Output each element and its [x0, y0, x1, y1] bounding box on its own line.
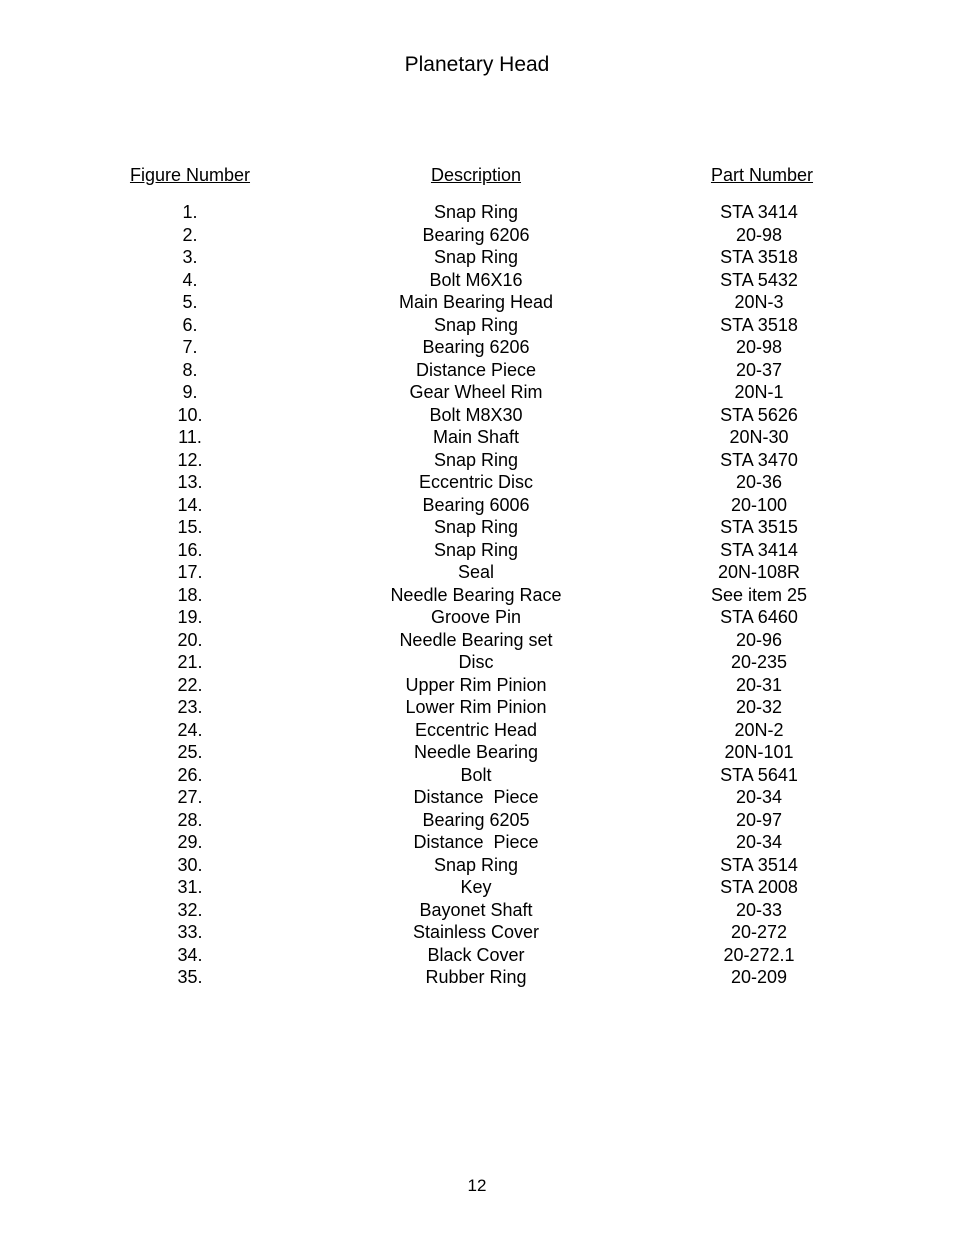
part-number-cell: 20-98	[735, 224, 783, 245]
table-row	[0, 921, 954, 944]
figure-number-cell: 7.	[182, 337, 198, 357]
table-row	[0, 246, 954, 269]
description-cell: Rubber Ring	[425, 967, 527, 987]
table-row	[0, 854, 954, 877]
part-number-cell: 20-272	[730, 922, 788, 942]
figure-number-cell: 13.	[177, 472, 203, 492]
table-header-row	[0, 164, 954, 188]
figure-number-cell: 5.	[182, 292, 198, 312]
figure-number-cell: 23.	[177, 697, 203, 717]
table-row	[0, 876, 954, 899]
table-row	[0, 381, 954, 404]
description-cell: Stainless Cover	[412, 922, 540, 942]
page-number: 12	[467, 1176, 487, 1195]
part-number-cell: 20-32	[735, 697, 783, 717]
part-number-cell: 20-96	[735, 629, 783, 650]
description-cell: Bearing 6206	[422, 224, 530, 245]
table-row	[0, 404, 954, 427]
part-number-cell: 20N-101	[724, 742, 794, 762]
part-number-cell: 20-97	[735, 809, 783, 830]
part-number-cell: STA 3514	[720, 854, 798, 875]
part-number-cell: STA 3518	[720, 247, 798, 267]
part-number-cell: STA 5626	[720, 404, 798, 425]
description-cell: Key	[460, 877, 492, 897]
figure-number-cell: 20.	[177, 629, 203, 650]
figure-number-cell: 11.	[178, 427, 202, 447]
table-row	[0, 359, 954, 382]
description-cell: Bolt M8X30	[429, 404, 523, 425]
figure-number-cell: 27.	[177, 787, 203, 807]
description-cell: Gear Wheel Rim	[409, 382, 543, 402]
description-cell: Eccentric Head	[414, 719, 538, 740]
table-row	[0, 966, 954, 989]
figure-number-cell: 30.	[177, 854, 203, 875]
part-number-cell: 20N-30	[729, 427, 789, 447]
part-number-cell: STA 5432	[720, 269, 798, 290]
table-row	[0, 449, 954, 472]
description-cell: Needle Bearing Race	[390, 584, 562, 605]
description-cell: Bearing 6205	[422, 809, 530, 830]
description-cell: Bearing 6206	[422, 337, 530, 357]
description-cell: Lower Rim Pinion	[405, 697, 547, 717]
figure-number-cell: 19.	[177, 607, 203, 627]
description-cell: Eccentric Disc	[418, 472, 534, 492]
part-number-cell: STA 3414	[720, 539, 798, 560]
description-cell: Upper Rim Pinion	[405, 674, 547, 695]
table-row	[0, 336, 954, 359]
part-number-cell: 20-100	[730, 494, 788, 515]
part-number-cell: 20-37	[735, 359, 783, 380]
description-cell: Distance Piece	[415, 359, 537, 380]
figure-number-cell: 31.	[177, 877, 203, 897]
figure-number-cell: 12.	[177, 449, 203, 470]
figure-number-cell: 32.	[177, 899, 203, 920]
table-row	[0, 764, 954, 787]
table-row	[0, 719, 954, 742]
table-row	[0, 314, 954, 337]
description-cell: Snap Ring	[433, 449, 519, 470]
part-number-cell: 20-36	[735, 472, 783, 492]
part-number-cell: 20-209	[730, 967, 788, 987]
figure-number-cell: 2.	[182, 224, 198, 245]
table-row	[0, 516, 954, 539]
table-body	[0, 201, 954, 989]
description-cell: Disc	[458, 652, 494, 672]
figure-number-cell: 16.	[177, 539, 203, 560]
parts-table	[0, 164, 954, 989]
header-figure-number: Figure Number	[129, 165, 251, 185]
table-row	[0, 944, 954, 967]
table-row	[0, 674, 954, 697]
description-cell: Bolt M6X16	[429, 269, 523, 290]
part-number-cell: STA 3518	[720, 314, 798, 335]
part-number-cell: 20N-1	[734, 382, 784, 402]
description-cell: Black Cover	[427, 944, 525, 965]
description-cell: Main Bearing Head	[398, 292, 554, 312]
part-number-cell: See item 25	[710, 584, 808, 605]
figure-number-cell: 4.	[182, 269, 198, 290]
table-row	[0, 629, 954, 652]
figure-number-cell: 28.	[177, 809, 203, 830]
figure-number-cell: 26.	[177, 764, 203, 785]
figure-number-cell: 21.	[177, 652, 203, 672]
table-row	[0, 786, 954, 809]
header-description: Description	[430, 165, 522, 185]
description-cell: Seal	[457, 562, 495, 582]
figure-number-cell: 1.	[182, 202, 198, 222]
figure-number-cell: 34.	[177, 944, 203, 965]
part-number-cell: STA 2008	[720, 877, 798, 897]
part-number-cell: 20-235	[730, 652, 788, 672]
part-number-cell: 20-98	[735, 337, 783, 357]
description-cell: Needle Bearing	[413, 742, 539, 762]
description-cell: Bearing 6006	[422, 494, 530, 515]
description-cell: Groove Pin	[430, 607, 522, 627]
table-row	[0, 494, 954, 517]
table-row	[0, 291, 954, 314]
description-cell: Snap Ring	[433, 247, 519, 267]
table-row	[0, 741, 954, 764]
table-row	[0, 831, 954, 854]
part-number-cell: 20-34	[735, 787, 783, 807]
table-row	[0, 899, 954, 922]
part-number-cell: 20N-108R	[717, 562, 801, 582]
figure-number-cell: 10.	[177, 404, 203, 425]
figure-number-cell: 29.	[177, 832, 203, 852]
description-cell: Snap Ring	[433, 539, 519, 560]
table-row	[0, 224, 954, 247]
figure-number-cell: 14.	[177, 494, 203, 515]
table-row	[0, 471, 954, 494]
part-number-cell: 20-33	[735, 899, 783, 920]
part-number-cell: 20-31	[735, 674, 783, 695]
figure-number-cell: 25.	[177, 742, 203, 762]
table-row	[0, 426, 954, 449]
part-number-cell: 20-272.1	[723, 944, 795, 965]
figure-number-cell: 9.	[182, 382, 198, 402]
description-cell: Snap Ring	[433, 202, 519, 222]
description-cell: Bolt	[460, 764, 492, 785]
part-number-cell: STA 3470	[720, 449, 798, 470]
figure-number-cell: 35.	[177, 967, 203, 987]
part-number-cell: STA 3414	[720, 202, 798, 222]
table-row	[0, 584, 954, 607]
description-cell: Needle Bearing set	[399, 629, 553, 650]
table-row	[0, 809, 954, 832]
figure-number-cell: 3.	[182, 247, 198, 267]
part-number-cell: STA 5641	[720, 764, 798, 785]
table-row	[0, 269, 954, 292]
description-cell: Snap Ring	[433, 314, 519, 335]
description-cell: Distance Piece	[413, 787, 539, 807]
part-number-cell: 20N-3	[734, 292, 784, 312]
table-row	[0, 606, 954, 629]
figure-number-cell: 8.	[182, 359, 198, 380]
figure-number-cell: 15.	[177, 517, 203, 537]
part-number-cell: STA 6460	[720, 607, 798, 627]
table-row	[0, 561, 954, 584]
part-number-cell: 20N-2	[734, 719, 784, 740]
description-cell: Distance Piece	[413, 832, 539, 852]
figure-number-cell: 33.	[177, 922, 203, 942]
description-cell: Snap Ring	[433, 517, 519, 537]
description-cell: Snap Ring	[433, 854, 519, 875]
description-cell: Main Shaft	[432, 427, 520, 447]
figure-number-cell: 24.	[177, 719, 203, 740]
part-number-cell: 20-34	[735, 832, 783, 852]
page-title: Planetary Head	[404, 53, 550, 76]
figure-number-cell: 22.	[177, 674, 203, 695]
figure-number-cell: 17.	[177, 562, 203, 582]
description-cell: Bayonet Shaft	[419, 899, 533, 920]
table-row	[0, 696, 954, 719]
part-number-cell: STA 3515	[720, 517, 798, 537]
table-row	[0, 201, 954, 224]
header-part-number: Part Number	[710, 165, 814, 185]
figure-number-cell: 18.	[177, 584, 203, 605]
table-row	[0, 539, 954, 562]
table-row	[0, 651, 954, 674]
figure-number-cell: 6.	[182, 314, 198, 335]
